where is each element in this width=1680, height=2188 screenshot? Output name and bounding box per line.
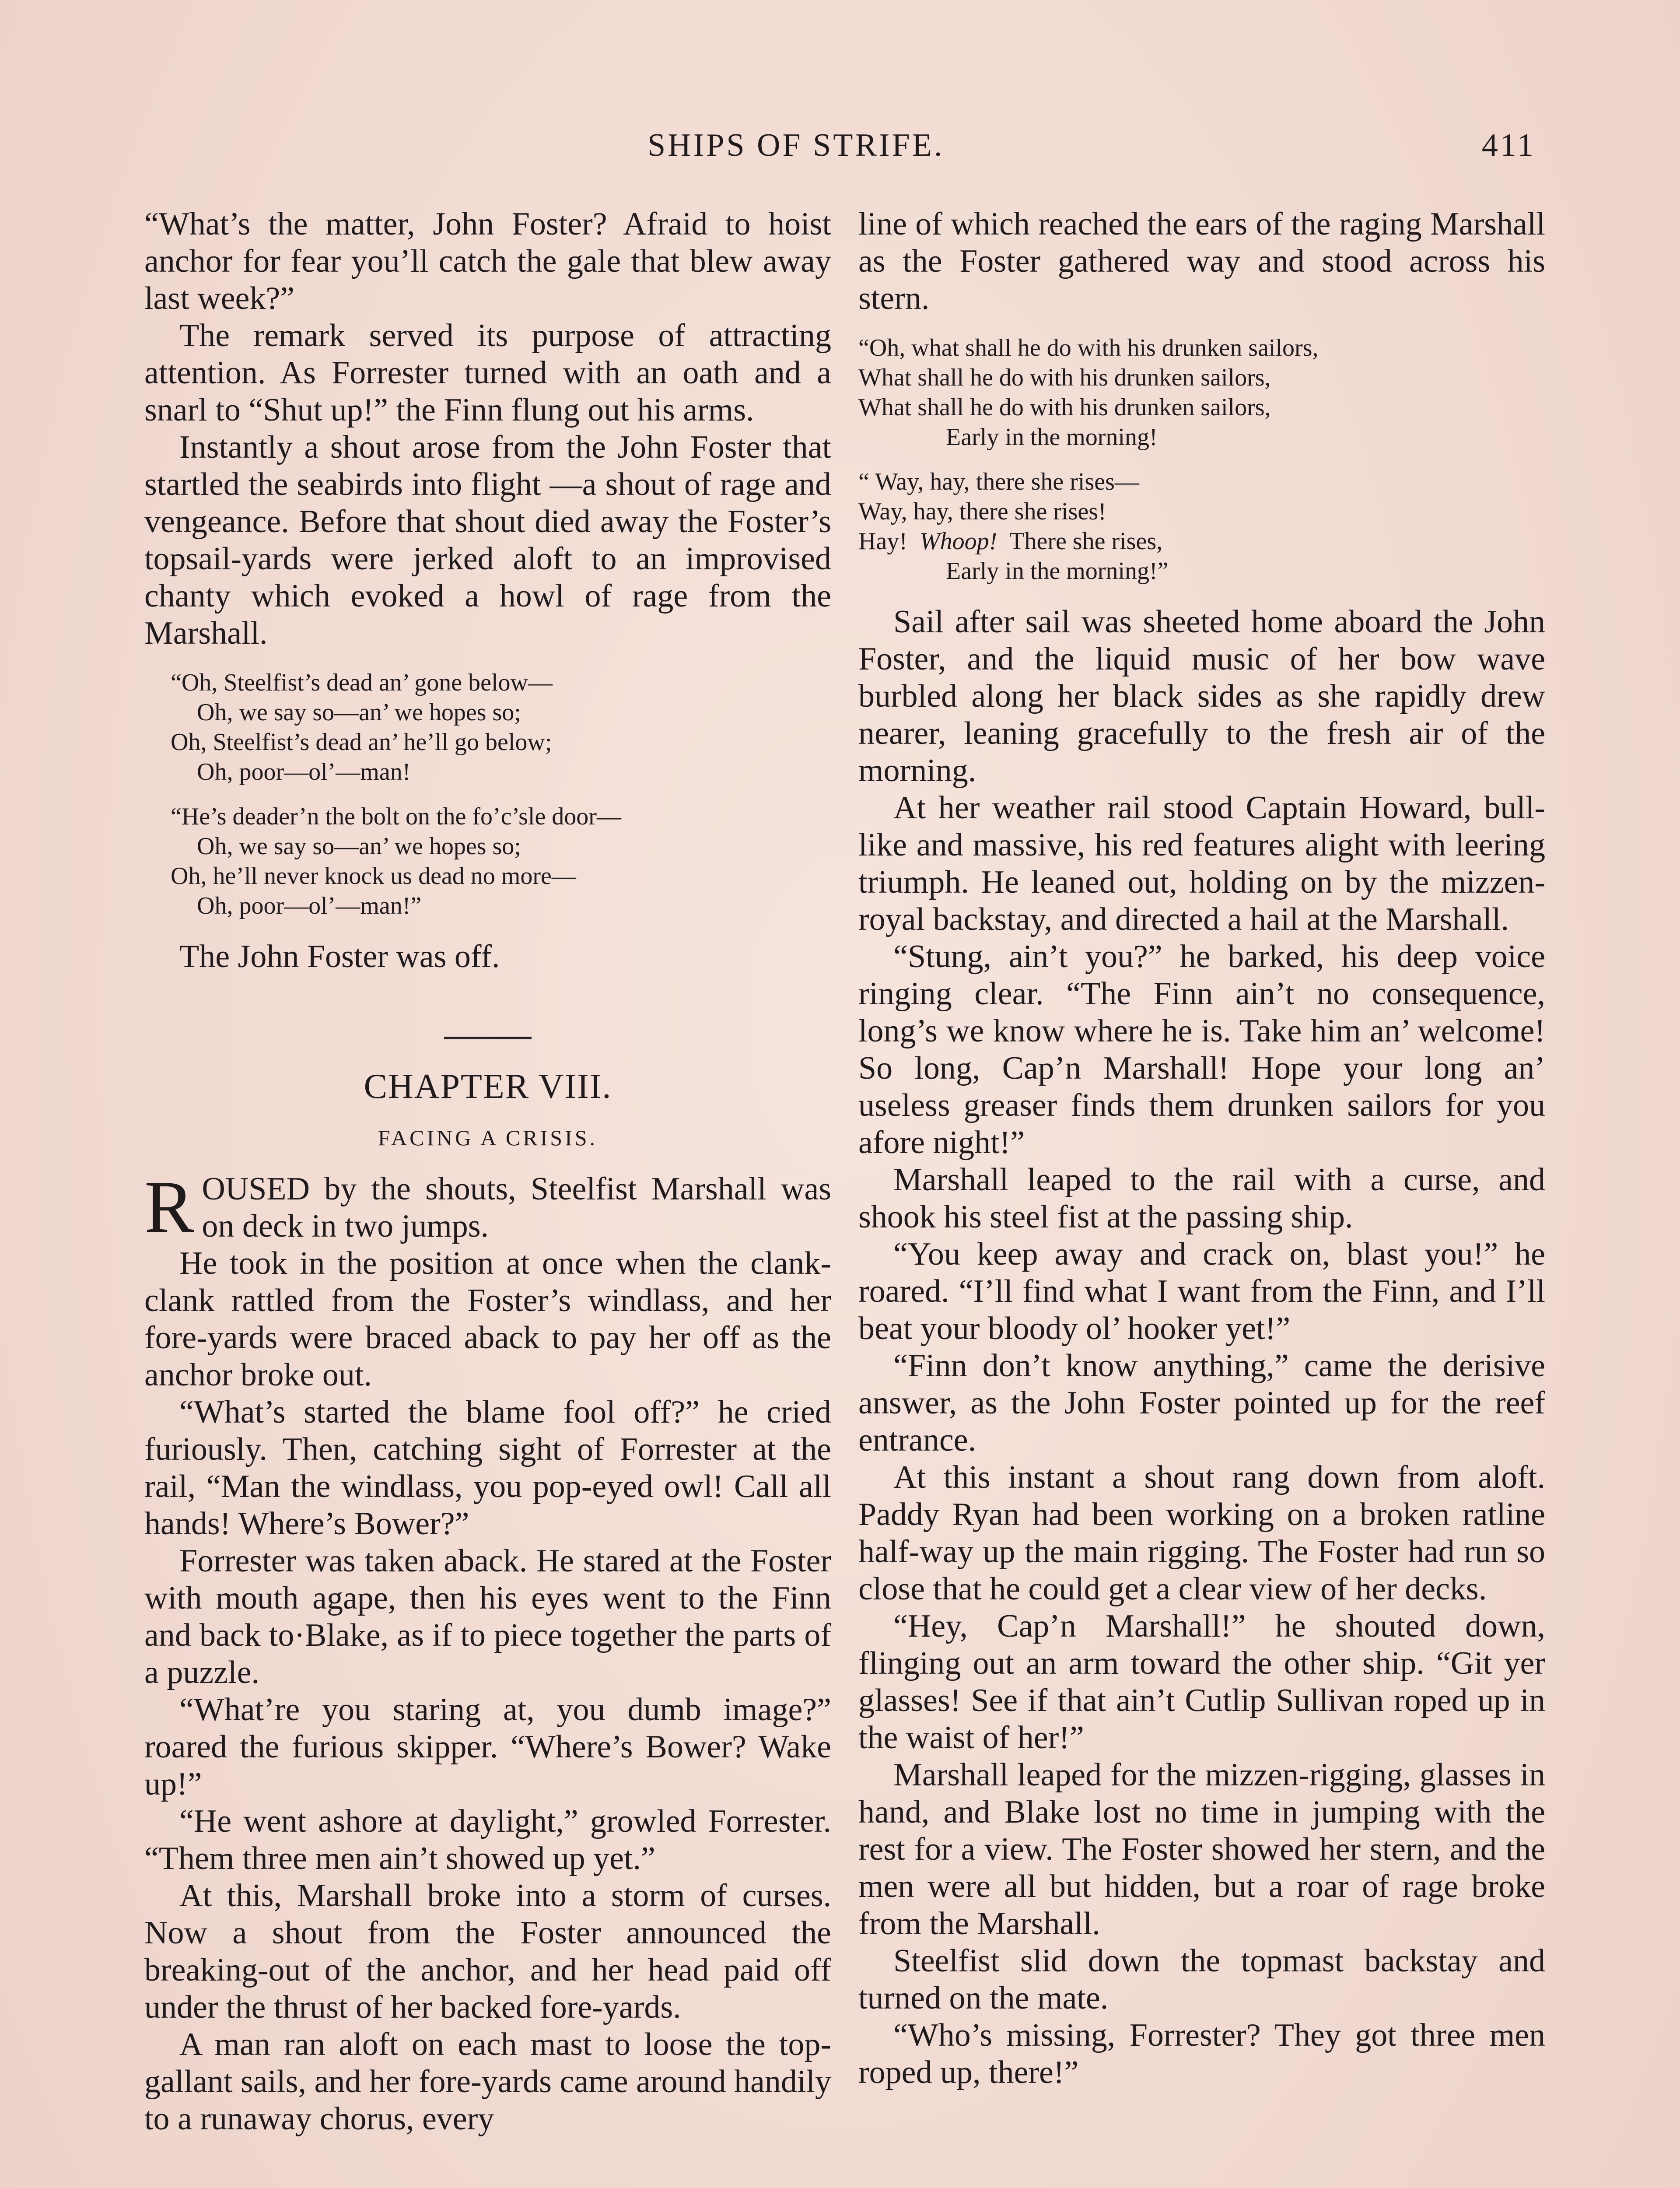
paragraph: “What’s the matter, John Foster? Afraid to hoist anchor for fear you’ll catch the gale that blew away last week?” [144, 206, 831, 316]
running-header [144, 127, 1536, 175]
paragraph: Marshall leaped for the mizzen-rigging, glasses in hand, and Blake lost no time in jumping with the rest for a view. The Foster showed her stern, and the men were all but hidden, but a roar of rage broke from the Marshall. [858, 1757, 1545, 1942]
paragraph: Sail after sail was sheeted home aboard the John Foster, and the liquid music of her bow wave burbled along her black sides as she rapidly drew nearer, leaning gracefully to the fresh air of the morning. [858, 604, 1545, 789]
paragraph: At this instant a shout rang down from aloft. Paddy Ryan had been working on a broken ratline half-way up the main rigging. The Foster had run so close that he could get a clear view of her decks. [858, 1459, 1545, 1607]
right-column [858, 206, 1545, 2091]
verse-line: Oh, Steelfist’s dead an’ he’ll go below; [171, 729, 552, 756]
verse-line: “He’s deader’n the bolt on the fo’c’sle door— [171, 803, 621, 830]
verse-line: Early in the morning!” [946, 558, 1169, 585]
chapter-title: CHAPTER VIII. [364, 1067, 612, 1106]
paragraph-text: OUSED by the shouts, Steelfist Marshall was on deck in two jumps. [202, 1171, 831, 1244]
verse-line: Oh, poor—ol’—man!” [197, 892, 422, 919]
verse-stanza [144, 668, 831, 787]
paragraph: Marshall leaped to the rail with a curse, and shook his steel fist at the passing ship. [858, 1162, 1545, 1235]
verse-word-italic: Whoop! [919, 528, 998, 555]
verse-line: What shall he do with his drunken sailors, [858, 394, 1271, 421]
verse-line: Oh, poor—ol’—man! [197, 758, 411, 785]
verse-line [858, 526, 1545, 556]
paragraph: “Stung, ain’t you?” he barked, his deep voice ringing clear. “The Finn ain’t no consequence, long’s we know where he is. Take him an’ welcome! So long, Cap’n Marshall! Hope your long an’ useless greaser finds them drunken sailors for you afore night!” [858, 939, 1545, 1161]
verse-line: Way, hay, there she rises! [858, 498, 1106, 525]
chapter-subtitle: FACING A CRISIS. [378, 1126, 598, 1150]
verse-line: “Oh, Steelfist’s dead an’ gone below— [171, 669, 553, 696]
paragraph: “You keep away and crack on, blast you!” he roared. “I’ll find what I want from the Finn, and I’ll beat your bloody ol’ hooker yet!” [858, 1236, 1545, 1346]
paragraph: “Hey, Cap’n Marshall!” he shouted down, flinging out an arm toward the other ship. “Git yer glasses! See if that ain’t Cutlip Sullivan roped up in the waist of her!” [858, 1608, 1545, 1756]
paragraph: Forrester was taken aback. He stared at the Foster with mouth agape, then his eyes went to the Finn and back to·Blake, as if to piece together the parts of a puzzle. [144, 1543, 831, 1690]
paragraph: “Finn don’t know anything,” came the derisive answer, as the John Foster pointed up for the reef entrance. [858, 1348, 1545, 1458]
paragraph: “What’re you staring at, you dumb image?” roared the furious skipper. “Where’s Bower? Wake up!” [144, 1692, 831, 1802]
section-divider [444, 1037, 532, 1039]
paragraph: “He went ashore at daylight,” growled Forrester. “Them three men ain’t showed up yet.” [144, 1803, 831, 1876]
verse-word: There she rises, [1009, 528, 1163, 555]
left-column [144, 206, 831, 2138]
verse-line: Oh, he’ll never knock us dead no more— [171, 863, 576, 890]
paragraph: line of which reached the ears of the raging Marshall as the Foster gathered way and stood across his stern. [858, 206, 1545, 316]
verse-line: Oh, we say so—an’ we hopes so; [197, 833, 521, 860]
page-number: 411 [1481, 127, 1536, 163]
verse-line: What shall he do with his drunken sailors, [858, 364, 1271, 391]
paragraph: The John Foster was off. [179, 939, 500, 975]
verse-stanza [858, 467, 1545, 586]
verse-line: Early in the morning! [946, 424, 1158, 451]
paragraph: Steelfist slid down the topmast backstay and turned on the mate. [858, 1943, 1545, 2016]
verse-stanza [858, 333, 1545, 452]
chanty-verse [144, 668, 831, 921]
verse-line: Oh, we say so—an’ we hopes so; [197, 699, 521, 726]
paragraph: At this, Marshall broke into a storm of curses. Now a shout from the Foster announced the breaking-out of the anchor, and her head paid off under the thrust of her backed fore-yards. [144, 1878, 831, 2025]
chanty-verse [858, 333, 1545, 586]
verse-word: Hay! [858, 528, 907, 555]
paragraph: A man ran aloft on each mast to loose the top-gallant sails, and her fore-yards came around handily to a runaway chorus, every [144, 2027, 831, 2137]
paragraph: At her weather rail stood Captain Howard, bull-like and massive, his red features alight with leering triumph. He leaned out, holding on by the mizzen-royal backstay, and directed a hail at the Marshall. [858, 790, 1545, 937]
verse-line: “ Way, hay, there she rises— [858, 468, 1139, 495]
paragraph: The remark served its purpose of attracting attention. As Forrester turned with an oath and a snarl to “Shut up!” the Finn flung out his arms. [144, 318, 831, 428]
drop-cap: R [144, 1166, 194, 1248]
verse-stanza [144, 802, 831, 921]
paragraph: “Who’s missing, Forrester? They got three men roped up, there!” [858, 2017, 1545, 2090]
running-title: SHIPS OF STRIFE. [648, 127, 945, 163]
paragraph: He took in the position at once when the clank-clank rattled from the Foster’s windlass, and her fore-yards were braced aback to pay her off as the anchor broke out. [144, 1245, 831, 1393]
verse-line: “Oh, what shall he do with his drunken sailors, [858, 334, 1319, 361]
paragraph-dropcap [144, 1166, 831, 1248]
paragraph: Instantly a shout arose from the John Foster that startled the seabirds into flight —a shout of rage and vengeance. Before that shout died away the Foster’s topsail-yards were jerked aloft to an improvised chanty which evoked a howl of rage from the Marshall. [144, 429, 831, 651]
paragraph: “What’s started the blame fool off?” he cried furiously. Then, catching sight of Forrester at the rail, “Man the windlass, you pop-eyed owl! Call all hands! Where’s Bower?” [144, 1394, 831, 1542]
